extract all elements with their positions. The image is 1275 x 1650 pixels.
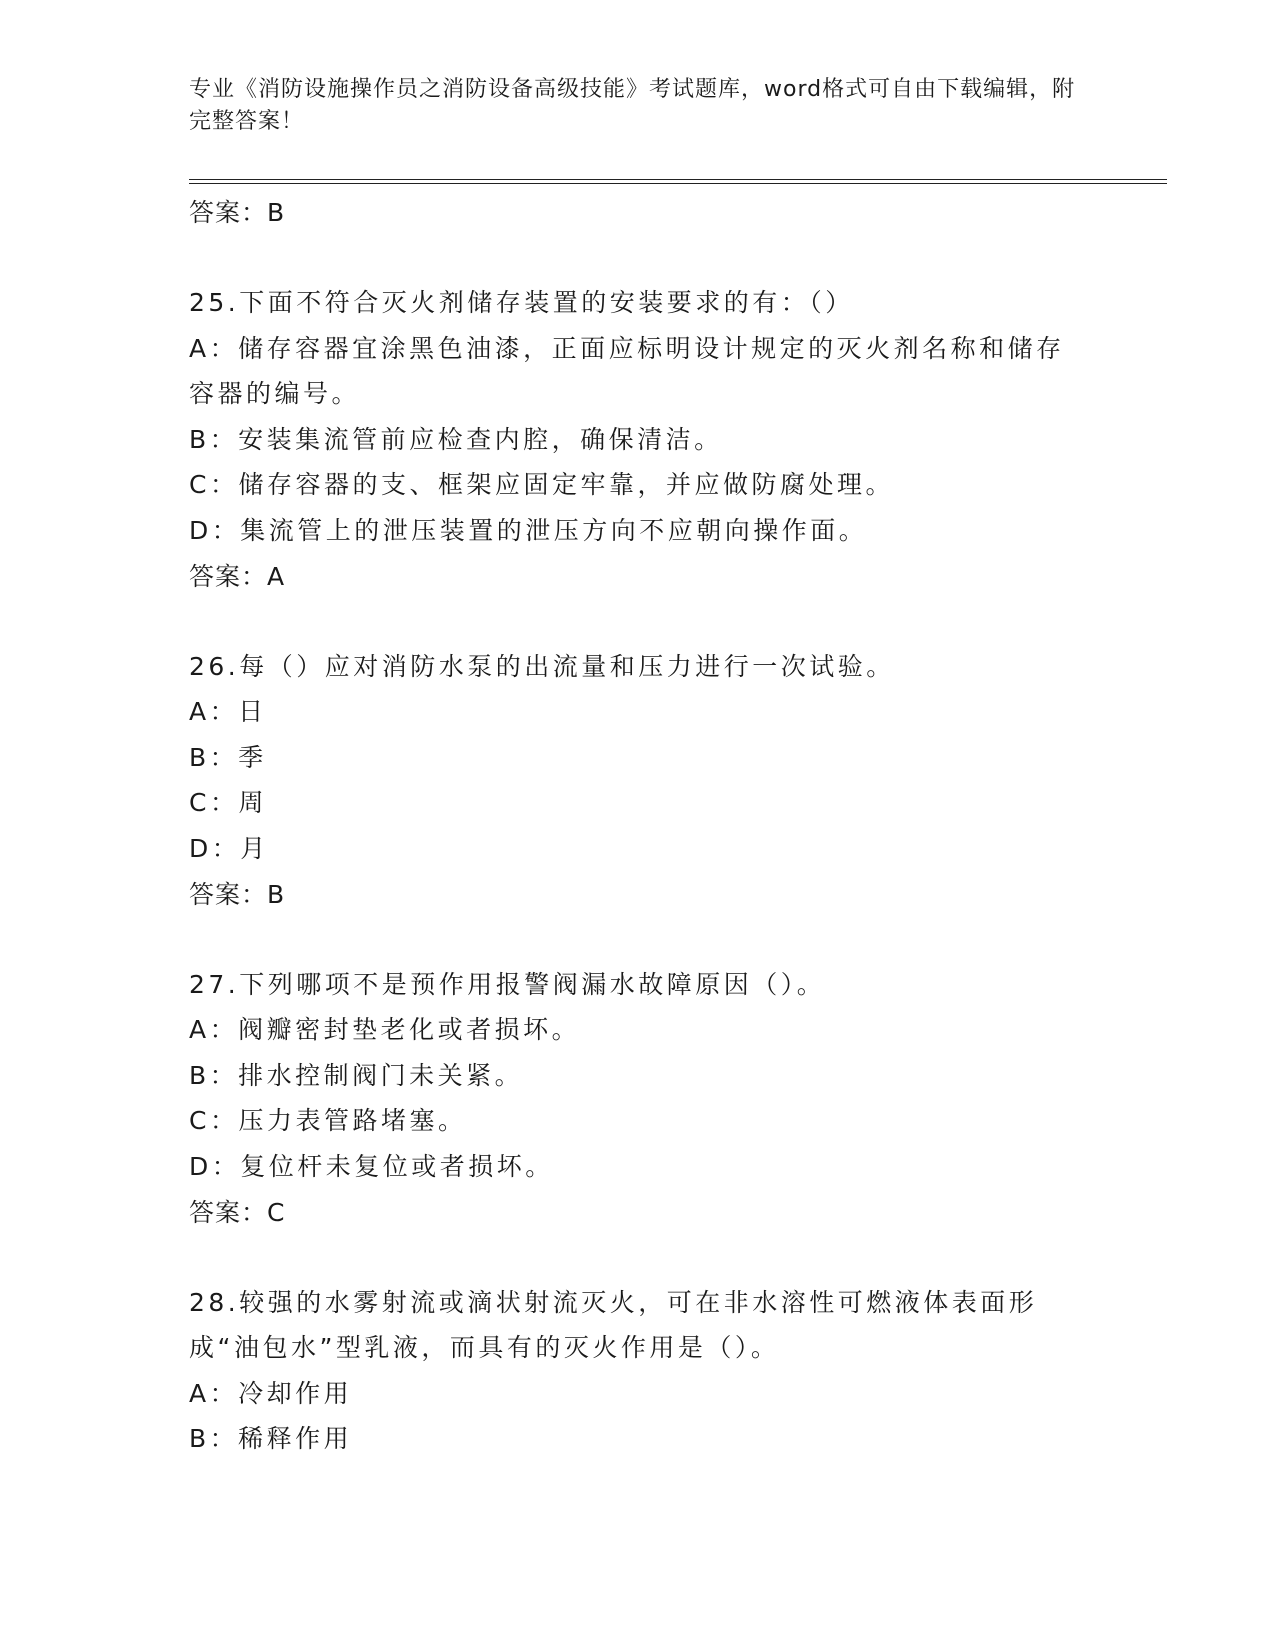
answer-line bbox=[189, 872, 1089, 918]
option-d: D：复位杆未复位或者损坏。 bbox=[189, 1151, 554, 1181]
option-b: B：季 bbox=[189, 742, 267, 772]
spacer bbox=[189, 600, 1089, 644]
option-c: C：储存容器的支、框架应固定牢靠，并应做防腐处理。 bbox=[189, 470, 894, 500]
question-text: 27.下列哪项不是预作用报警阀漏水故障原因（）。 bbox=[189, 969, 826, 999]
option-c: C：压力表管路堵塞。 bbox=[189, 1106, 467, 1136]
option-b: B：排水控制阀门未关紧。 bbox=[189, 1060, 524, 1090]
option-b: B：稀释作用 bbox=[189, 1424, 353, 1454]
option-a: A：阀瓣密封垫老化或者损坏。 bbox=[189, 1015, 581, 1045]
option-b: B：安装集流管前应检查内腔，确保清洁。 bbox=[189, 424, 723, 454]
spacer bbox=[189, 918, 1089, 962]
question-block-24 bbox=[189, 190, 1089, 236]
answer-value: A bbox=[267, 561, 286, 591]
spacer bbox=[189, 236, 1089, 280]
answer-line bbox=[189, 554, 1089, 600]
option-d: D：月 bbox=[189, 833, 269, 863]
option-c: C：周 bbox=[189, 788, 267, 818]
option-a: A：储存容器宜涂黑色油漆，正面应标明设计规定的灭火剂名称和储存容器的编号。 bbox=[189, 333, 1065, 409]
question-block-27 bbox=[189, 962, 1089, 1236]
answer-line bbox=[189, 190, 1089, 236]
question-block-25 bbox=[189, 280, 1089, 600]
header-divider bbox=[189, 179, 1167, 180]
document-header: 专业《消防设施操作员之消防设备高级技能》考试题库，word格式可自由下载编辑，附完整答案！ bbox=[189, 77, 1076, 134]
question-text: 25.下面不符合灭火剂储存装置的安装要求的有：（） bbox=[189, 288, 854, 317]
answer-value: B bbox=[267, 198, 286, 227]
question-block-26 bbox=[189, 644, 1089, 918]
question-text: 28.较强的水雾射流或滴状射流灭火，可在非水溶性可燃液体表面形成“油包水”型乳液，而具有的灭火作用是（）。 bbox=[189, 1287, 1038, 1363]
answer-label: 答案： bbox=[189, 1197, 268, 1227]
answer-label: 答案： bbox=[189, 879, 268, 909]
question-block-28 bbox=[189, 1280, 1089, 1462]
answer-value: C bbox=[267, 1197, 286, 1227]
answer-line bbox=[189, 1190, 1089, 1236]
header-divider-second bbox=[189, 183, 1167, 184]
option-a: A：日 bbox=[189, 697, 267, 727]
question-text: 26.每（）应对消防水泵的出流量和压力进行一次试验。 bbox=[189, 651, 895, 681]
question-list bbox=[189, 190, 1089, 1462]
spacer bbox=[189, 1236, 1089, 1280]
answer-label: 答案： bbox=[189, 561, 268, 591]
option-a: A：冷却作用 bbox=[189, 1378, 353, 1408]
answer-value: B bbox=[267, 879, 286, 909]
option-d: D：集流管上的泄压装置的泄压方向不应朝向操作面。 bbox=[189, 515, 868, 545]
answer-label: 答案： bbox=[189, 198, 268, 227]
